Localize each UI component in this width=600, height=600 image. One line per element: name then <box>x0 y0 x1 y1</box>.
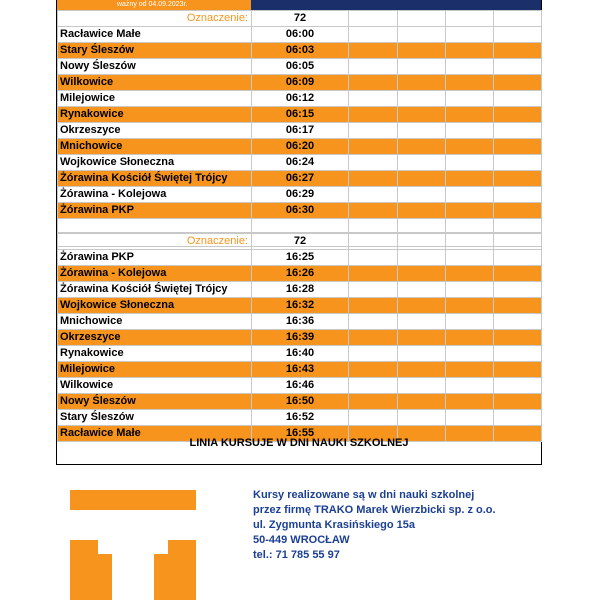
course-label: Oznaczenie: <box>58 11 252 27</box>
course-label: Oznaczenie: <box>58 234 252 250</box>
contact-line-phone: tel.: 71 785 55 97 <box>253 549 340 561</box>
stop-name: Rynakowice <box>58 107 252 123</box>
table-row <box>58 107 542 123</box>
stop-name: Żórawina PKP <box>58 203 252 219</box>
table-row <box>58 139 542 155</box>
stop-name: Rynakowice <box>58 346 252 362</box>
stop-name: Żórawina PKP <box>58 250 252 266</box>
stop-name: Żórawina - Kolejowa <box>58 266 252 282</box>
contact-info <box>253 488 496 563</box>
company-logo <box>70 490 196 600</box>
timetable-sheet <box>56 0 542 465</box>
course-header-row <box>58 11 542 27</box>
departure-time: 16:50 <box>252 394 349 410</box>
departure-time: 06:29 <box>252 187 349 203</box>
stop-name: Stary Śleszów <box>58 43 252 59</box>
table-row <box>58 43 542 59</box>
departure-time: 06:15 <box>252 107 349 123</box>
table-row <box>58 75 542 91</box>
table-row <box>58 410 542 426</box>
table-row <box>58 203 542 219</box>
stop-name: Wilkowice <box>58 75 252 91</box>
table-row <box>58 314 542 330</box>
contact-line-company: przez firmę TRAKO Marek Wierzbicki sp. z o.o. <box>253 504 496 516</box>
stop-name: Wojkowice Słoneczna <box>58 298 252 314</box>
departure-time: 16:46 <box>252 378 349 394</box>
stop-name: Żórawina Kościół Świętej Trójcy <box>58 171 252 187</box>
table-row <box>58 91 542 107</box>
departure-time: 06:30 <box>252 203 349 219</box>
departure-time: 16:36 <box>252 314 349 330</box>
stop-name: Wilkowice <box>58 378 252 394</box>
table-row <box>58 298 542 314</box>
departure-time: 16:40 <box>252 346 349 362</box>
departure-time: 06:03 <box>252 43 349 59</box>
empty-row <box>58 219 542 233</box>
stop-name: Wojkowice Słoneczna <box>58 155 252 171</box>
stop-name: Milejowice <box>58 91 252 107</box>
departure-time: 16:52 <box>252 410 349 426</box>
departure-time: 06:20 <box>252 139 349 155</box>
valid-from-text: ważny od 04.09.2023r. <box>117 1 188 8</box>
stop-name: Mnichowice <box>58 139 252 155</box>
table-row <box>58 282 542 298</box>
outbound-timetable <box>57 10 542 247</box>
departure-time: 06:24 <box>252 155 349 171</box>
stop-name: Żórawina - Kolejowa <box>58 187 252 203</box>
departure-time: 16:43 <box>252 362 349 378</box>
stop-name: Okrzeszyce <box>58 123 252 139</box>
departure-time: 16:55 <box>252 426 349 442</box>
table-row <box>58 59 542 75</box>
departure-time: 16:39 <box>252 330 349 346</box>
departure-time: 06:27 <box>252 171 349 187</box>
stop-name: Racławice Małe <box>58 426 252 442</box>
table-row <box>58 155 542 171</box>
header-band-navy <box>251 0 541 10</box>
table-row <box>58 187 542 203</box>
departure-time: 16:32 <box>252 298 349 314</box>
stop-name: Milejowice <box>58 362 252 378</box>
departure-time: 16:28 <box>252 282 349 298</box>
table-row <box>58 394 542 410</box>
table-row <box>58 362 542 378</box>
stop-name: Okrzeszyce <box>58 330 252 346</box>
stop-name: Mnichowice <box>58 314 252 330</box>
departure-time: 06:09 <box>252 75 349 91</box>
departure-time: 06:12 <box>252 91 349 107</box>
stop-name: Racławice Małe <box>58 27 252 43</box>
contact-line-street: ul. Zygmunta Krasińskiego 15a <box>253 519 415 531</box>
departure-time: 16:25 <box>252 250 349 266</box>
school-days-note: LINIA KURSUJE W DNI NAUKI SZKOLNEJ <box>189 437 409 449</box>
course-number: 72 <box>252 11 349 27</box>
stop-name: Żórawina Kościół Świętej Trójcy <box>58 282 252 298</box>
inbound-timetable <box>57 233 542 442</box>
departure-time: 16:26 <box>252 266 349 282</box>
contact-line-schedule: Kursy realizowane są w dni nauki szkolnej <box>253 489 475 501</box>
table-row <box>58 346 542 362</box>
table-row <box>58 171 542 187</box>
course-number: 72 <box>252 234 349 250</box>
stop-name: Nowy Śleszów <box>58 59 252 75</box>
table-row <box>58 27 542 43</box>
header-band-orange <box>57 0 251 10</box>
table-row <box>58 266 542 282</box>
course-header-row <box>58 234 542 250</box>
table-row <box>58 378 542 394</box>
table-row <box>58 330 542 346</box>
stop-name: Nowy Śleszów <box>58 394 252 410</box>
stop-name: Stary Śleszów <box>58 410 252 426</box>
departure-time: 06:00 <box>252 27 349 43</box>
header-band <box>57 0 541 10</box>
departure-time: 06:17 <box>252 123 349 139</box>
departure-time: 06:05 <box>252 59 349 75</box>
contact-line-city: 50-449 WROCŁAW <box>253 534 350 546</box>
table-row <box>58 250 542 266</box>
table-row <box>58 123 542 139</box>
